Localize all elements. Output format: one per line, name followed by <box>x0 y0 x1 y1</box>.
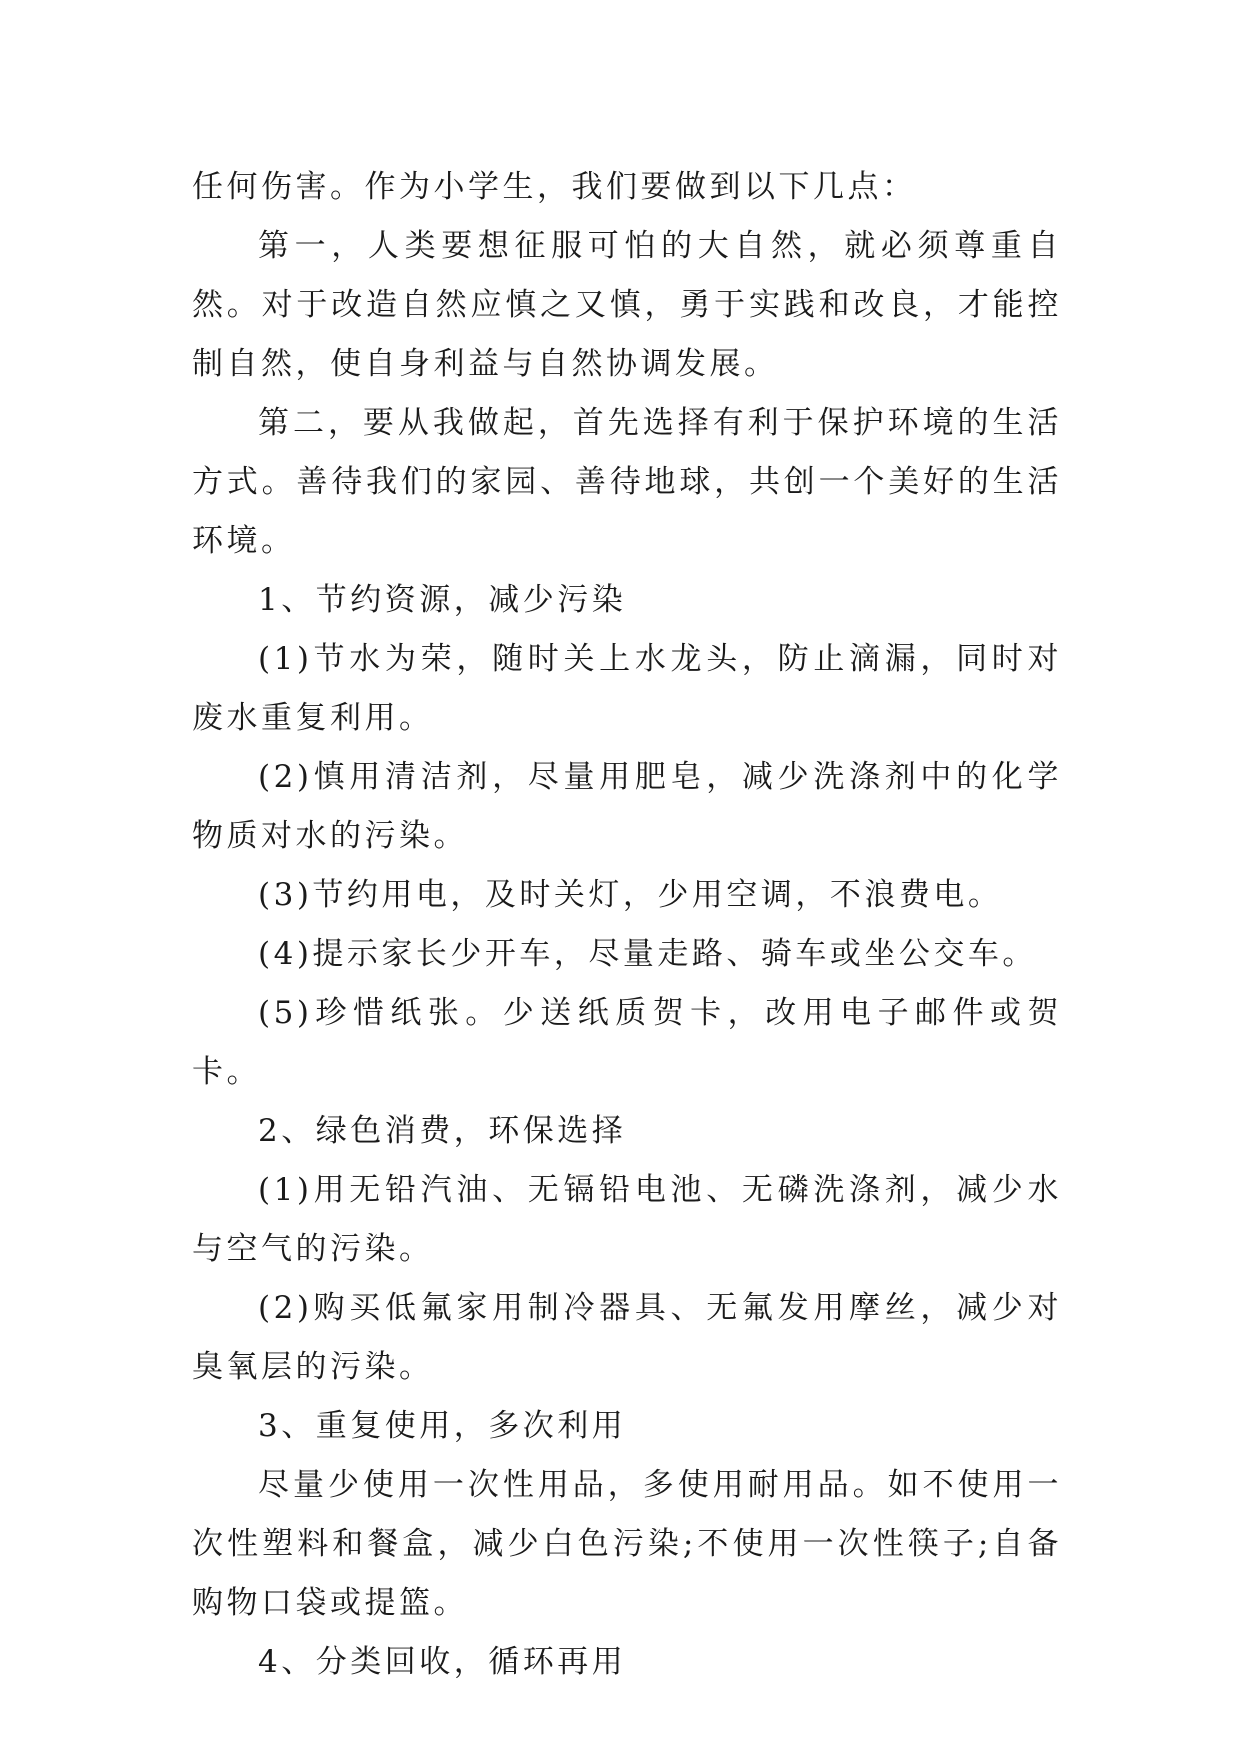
list-item: (5)珍惜纸张。少送纸质贺卡，改用电子邮件或贺卡。 <box>192 995 1062 1090</box>
section-heading: 2、绿色消费，环保选择 <box>258 1113 627 1149</box>
list-item: (4)提示家长少开车，尽量走路、骑车或坐公交车。 <box>258 936 1037 972</box>
list-item: (2)慎用清洁剂，尽量用肥皂，减少洗涤剂中的化学物质对水的污染。 <box>192 759 1062 854</box>
section-heading: 1、节约资源，减少污染 <box>258 582 627 618</box>
list-item: (2)购买低氟家用制冷器具、无氟发用摩丝，减少对臭氧层的污染。 <box>192 1290 1062 1385</box>
list-item: (1)节水为荣，随时关上水龙头，防止滴漏，同时对废水重复利用。 <box>192 641 1062 736</box>
list-item: (1)用无铅汽油、无镉铅电池、无磷洗涤剂，减少水与空气的污染。 <box>192 1172 1062 1267</box>
paragraph: 尽量少使用一次性用品，多使用耐用品。如不使用一次性塑料和餐盒，减少白色污染;不使用一次性筷子;自备购物口袋或提篮。 <box>192 1467 1062 1621</box>
paragraph: 第一，人类要想征服可怕的大自然，就必须尊重自然。对于改造自然应慎之又慎，勇于实践和改良，才能控制自然，使自身利益与自然协调发展。 <box>192 228 1062 382</box>
paragraph: 任何伤害。作为小学生，我们要做到以下几点： <box>192 169 917 205</box>
section-heading: 4、分类回收，循环再用 <box>258 1644 627 1680</box>
document-body <box>192 158 1062 1692</box>
paragraph: 第二，要从我做起，首先选择有利于保护环境的生活方式。善待我们的家园、善待地球，共创一个美好的生活环境。 <box>192 405 1062 559</box>
section-heading: 3、重复使用，多次利用 <box>258 1408 627 1444</box>
list-item: (3)节约用电，及时关灯，少用空调，不浪费电。 <box>258 877 1003 913</box>
